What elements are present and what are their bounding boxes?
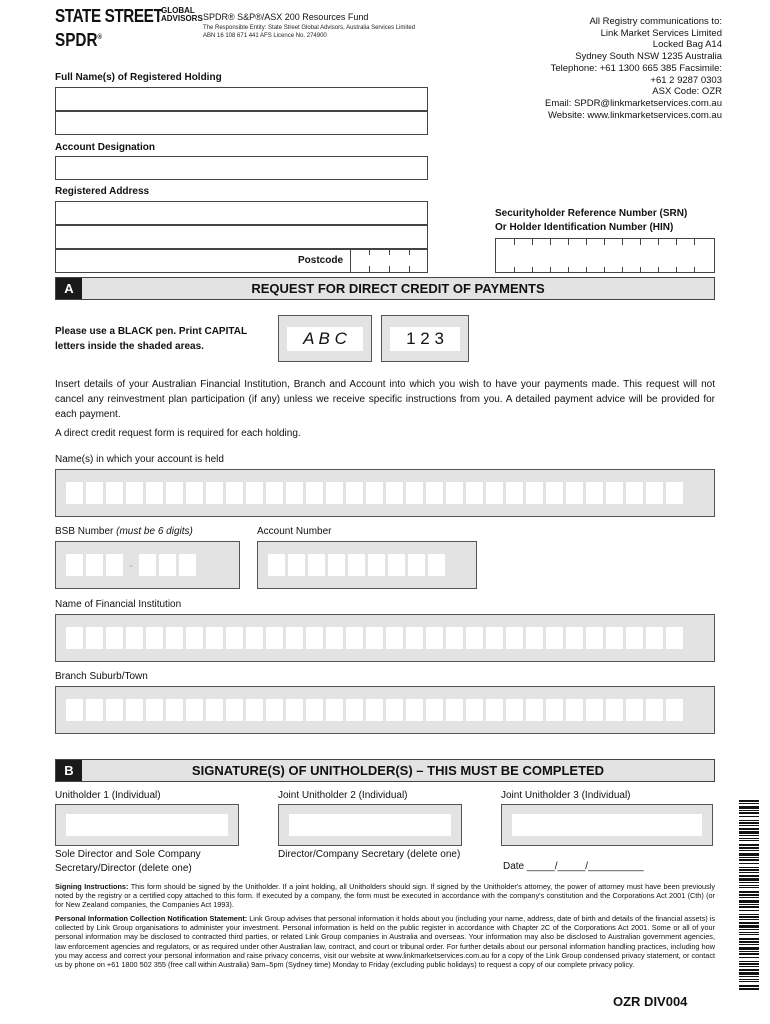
char-cell xyxy=(146,699,163,721)
char-cell xyxy=(226,627,243,649)
example-letters: A B C xyxy=(287,327,363,351)
holder-2-label: Joint Unitholder 2 (Individual) xyxy=(278,790,408,801)
logo-spdr-text: SPDR xyxy=(55,30,98,50)
barcode-bar xyxy=(739,988,759,990)
barcode-bar xyxy=(739,810,759,811)
barcode-bar xyxy=(739,882,759,883)
holder-3-label: Joint Unitholder 3 (Individual) xyxy=(501,790,631,801)
tick xyxy=(514,239,532,245)
char-cell xyxy=(348,554,365,576)
example-letters-box xyxy=(278,315,372,362)
bsb-label-text: BSB Number xyxy=(55,526,114,537)
char-cell xyxy=(226,482,243,504)
section-b-header xyxy=(55,759,715,782)
char-cell xyxy=(86,699,103,721)
barcode-bar xyxy=(739,828,759,830)
logo-spdr-reg: ® xyxy=(97,34,102,41)
char-cell xyxy=(268,554,285,576)
char-cell xyxy=(566,699,583,721)
tick xyxy=(604,239,622,245)
section-a-header xyxy=(55,277,715,300)
char-cell xyxy=(428,554,445,576)
bsb-dash: - xyxy=(129,558,133,572)
tick xyxy=(640,267,658,273)
barcode-bar xyxy=(739,822,759,824)
example-numbers-box xyxy=(381,315,469,362)
barcode-bar xyxy=(739,900,759,903)
char-cell xyxy=(446,627,463,649)
barcode-bar xyxy=(739,850,759,851)
tick xyxy=(694,239,712,245)
char-cell xyxy=(386,699,403,721)
char-cell xyxy=(666,699,683,721)
char-cell xyxy=(586,699,603,721)
char-cell xyxy=(666,627,683,649)
barcode-bar xyxy=(739,872,759,873)
tick xyxy=(694,267,712,273)
char-cell xyxy=(646,627,663,649)
postcode-field[interactable] xyxy=(350,249,428,273)
barcode-bar xyxy=(739,885,759,886)
char-cell xyxy=(546,699,563,721)
char-cell xyxy=(366,482,383,504)
account-designation-field[interactable] xyxy=(55,156,428,180)
signature-3-area xyxy=(512,814,702,836)
barcode-bar xyxy=(739,816,759,817)
per-holding-text: A direct credit request form is required for each holding. xyxy=(55,428,301,439)
account-designation-label: Account Designation xyxy=(55,142,156,153)
tick xyxy=(409,266,429,272)
tick xyxy=(532,267,550,273)
barcode-bar xyxy=(739,800,759,802)
char-cell xyxy=(466,482,483,504)
char-cell xyxy=(346,627,363,649)
barcode-bar xyxy=(739,961,759,962)
barcode-bar xyxy=(739,985,759,987)
registry-line: All Registry communications to: xyxy=(589,16,722,27)
char-cell xyxy=(606,699,623,721)
barcode-bar xyxy=(739,981,759,982)
char-cell xyxy=(66,482,83,504)
abn-line: ABN 16 108 671 441 AFS Licence No. 274900 xyxy=(203,33,327,39)
logo-global-text: GLOBAL xyxy=(161,6,195,15)
barcode-icon xyxy=(739,800,759,990)
barcode-bar xyxy=(739,840,759,841)
barcode-bar xyxy=(739,944,759,945)
char-cell xyxy=(446,699,463,721)
char-cell xyxy=(466,627,483,649)
char-cell xyxy=(606,627,623,649)
tick xyxy=(568,239,586,245)
barcode-bar xyxy=(739,894,759,896)
char-cell xyxy=(368,554,385,576)
privacy-statement xyxy=(55,914,715,969)
char-cell xyxy=(506,627,523,649)
section-a-title: REQUEST FOR DIRECT CREDIT OF PAYMENTS xyxy=(251,281,545,296)
char-cell xyxy=(166,627,183,649)
tick xyxy=(658,239,676,245)
tick xyxy=(676,239,694,245)
char-cell xyxy=(166,699,183,721)
char-cell xyxy=(546,627,563,649)
bsb-label xyxy=(55,526,193,537)
barcode-bar xyxy=(739,916,759,918)
barcode-bar xyxy=(739,976,759,977)
char-cell xyxy=(206,482,223,504)
barcode-bar xyxy=(739,803,759,804)
char-cell xyxy=(388,554,405,576)
signature-3-field[interactable] xyxy=(501,804,713,846)
registry-line: Website: www.linkmarketservices.com.au xyxy=(547,109,722,121)
date-field[interactable]: Date _____/_____/__________ xyxy=(503,861,644,872)
bsb-note: (must be 6 digits) xyxy=(116,526,193,537)
char-cell xyxy=(106,482,123,504)
signature-2-field[interactable] xyxy=(278,804,462,846)
tick xyxy=(532,239,550,245)
char-cell xyxy=(326,482,343,504)
char-cell xyxy=(206,699,223,721)
institution-label: Name of Financial Institution xyxy=(55,599,182,610)
tick xyxy=(389,266,409,272)
insert-details-text: Insert details of your Australian Financial Institution, Branch and Account into which you wish to have your payments made. This request will not cancel any reinvestment plan participation (if any) unless we receive specific instructions from you. A detailed payment advice will be provided for each payment. xyxy=(55,379,715,420)
barcode-bar xyxy=(739,963,759,965)
barcode-bar xyxy=(739,820,759,821)
account-number-field[interactable] xyxy=(257,541,477,589)
char-cell xyxy=(146,482,163,504)
barcode-bar xyxy=(739,966,759,967)
account-name-field[interactable] xyxy=(55,469,715,517)
char-cell xyxy=(186,699,203,721)
char-cell xyxy=(646,482,663,504)
char-cell xyxy=(566,482,583,504)
barcode-bar xyxy=(739,925,759,928)
barcode-bar xyxy=(739,857,759,858)
registry-line: Sydney South NSW 1235 Australia xyxy=(575,51,722,63)
bsb-cell xyxy=(66,554,83,576)
pen-instruction-1: Please use a BLACK pen. Print CAPITAL xyxy=(55,326,248,337)
char-cell xyxy=(486,482,503,504)
char-cell xyxy=(426,699,443,721)
full-name-label: Full Name(s) of Registered Holding xyxy=(55,72,222,83)
bsb-cell xyxy=(159,554,176,576)
tick xyxy=(369,266,389,272)
char-cell xyxy=(186,627,203,649)
address-field-2[interactable] xyxy=(55,225,428,249)
role-1-line-1: Sole Director and Sole Company xyxy=(55,849,201,860)
signing-instructions xyxy=(55,882,715,910)
barcode-bar xyxy=(739,806,759,809)
char-cell xyxy=(366,627,383,649)
char-cell xyxy=(506,482,523,504)
tick xyxy=(676,267,694,273)
tick xyxy=(550,267,568,273)
char-cell xyxy=(386,482,403,504)
barcode-bar xyxy=(739,969,759,971)
bsb-field[interactable] xyxy=(55,541,240,589)
char-cell xyxy=(286,627,303,649)
srn-label-1: Securityholder Reference Number (SRN) xyxy=(495,208,688,219)
char-cell xyxy=(306,627,323,649)
char-cell xyxy=(326,627,343,649)
barcode-bar xyxy=(739,979,759,980)
branch-label: Branch Suburb/Town xyxy=(55,671,148,682)
example-numbers: 1 2 3 xyxy=(390,327,460,351)
char-cell xyxy=(186,482,203,504)
tick xyxy=(604,267,622,273)
bsb-cell xyxy=(179,554,196,576)
tick xyxy=(586,267,604,273)
barcode-bar xyxy=(739,910,759,911)
barcode-bar xyxy=(739,938,759,940)
char-cell xyxy=(466,699,483,721)
barcode-bar xyxy=(739,853,759,856)
srn-label-2: Or Holder Identification Number (HIN) xyxy=(495,222,674,233)
barcode-bar xyxy=(739,932,759,933)
tick xyxy=(389,249,409,255)
char-cell xyxy=(406,627,423,649)
barcode-bar xyxy=(739,904,759,905)
signing-instructions-title: Signing Instructions: xyxy=(55,882,129,891)
responsible-entity: The Responsible Entity: State Street Global Advisors, Australia Services Limited xyxy=(203,25,416,31)
char-cell xyxy=(146,627,163,649)
char-cell xyxy=(66,699,83,721)
section-a-letter: A xyxy=(56,278,82,299)
registered-address-label: Registered Address xyxy=(55,186,150,197)
barcode-bar xyxy=(739,941,759,943)
char-cell xyxy=(106,627,123,649)
registry-line: Link Market Services Limited xyxy=(600,27,722,39)
tick xyxy=(514,267,532,273)
bsb-cell xyxy=(106,554,123,576)
barcode-bar xyxy=(739,906,759,908)
char-cell xyxy=(586,627,603,649)
barcode-bar xyxy=(739,953,759,955)
bsb-cell xyxy=(86,554,103,576)
char-cell xyxy=(286,482,303,504)
tick xyxy=(550,239,568,245)
barcode-bar xyxy=(739,838,759,839)
logo-advisors-text: ADVISORS xyxy=(161,14,203,23)
char-cell xyxy=(626,627,643,649)
char-cell xyxy=(486,627,503,649)
privacy-statement-text: Link Group advises that personal information it holds about you (including your name, address, date of birth and details of the financial assets) is collected by Link Group organisations to administer your investment. Personal information is held on the public register in accordance with Chapter 2C of the Corporations Act 2001. Some or all of your personal information may be disclosed to contracted third parties, or related Link Group companies in Australia and overseas. Your information may also be disclosed to Australian government agencies, law enforcement agencies and regulators, or as required under other Australian law, contract, and court or tribunal order. For further details about our personal information handling practices, including how you may access and correct your personal information and raise privacy concerns, visit our website at www.linkmarketservices.com.au for a copy of the Link Group condensed privacy statement, or contact us by phone on +61 1800 502 355 (free call within Australia) 9am–5pm (Sydney time) Monday to Friday (excluding public holidays) to request a copy of our complete privacy policy. xyxy=(55,914,715,970)
char-cell xyxy=(646,699,663,721)
barcode-bar xyxy=(739,812,759,814)
char-cell xyxy=(166,482,183,504)
institution-field[interactable] xyxy=(55,614,715,662)
branch-field[interactable] xyxy=(55,686,715,734)
char-cell xyxy=(226,699,243,721)
char-cell xyxy=(626,482,643,504)
char-cell xyxy=(106,699,123,721)
barcode-bar xyxy=(739,934,759,935)
char-cell xyxy=(526,482,543,504)
char-cell xyxy=(346,482,363,504)
tick xyxy=(409,249,429,255)
form-code: OZR DIV004 xyxy=(613,994,688,1009)
barcode-bar xyxy=(739,825,759,826)
char-cell xyxy=(328,554,345,576)
postcode-label: Postcode xyxy=(298,255,344,266)
char-cell xyxy=(606,482,623,504)
registry-line: Email: SPDR@linkmarketservices.com.au xyxy=(545,97,722,109)
address-field-1[interactable] xyxy=(55,201,428,225)
registry-line: ASX Code: OZR xyxy=(652,86,722,98)
barcode-bar xyxy=(739,914,759,915)
barcode-bar xyxy=(739,869,759,871)
char-cell xyxy=(308,554,325,576)
barcode-bar xyxy=(739,887,759,888)
full-name-field-1[interactable] xyxy=(55,87,428,111)
section-b-letter: B xyxy=(56,760,82,781)
barcode-bar xyxy=(739,863,759,864)
privacy-statement-title: Personal Information Collection Notification Statement: xyxy=(55,914,248,923)
char-cell xyxy=(126,482,143,504)
barcode-bar xyxy=(739,844,759,846)
registry-contact xyxy=(545,16,722,121)
registry-line: Locked Bag A14 xyxy=(652,39,722,51)
char-cell xyxy=(666,482,683,504)
char-cell xyxy=(326,699,343,721)
signature-1-field[interactable] xyxy=(55,804,239,846)
char-cell xyxy=(586,482,603,504)
barcode-bar xyxy=(739,972,759,975)
char-cell xyxy=(408,554,425,576)
barcode-bar xyxy=(739,929,759,930)
logo-state-street: STATE STREET xyxy=(55,6,163,26)
char-cell xyxy=(266,699,283,721)
account-number-label: Account Number xyxy=(257,526,332,537)
tick xyxy=(369,249,389,255)
role-2-label: Director/Company Secretary (delete one) xyxy=(278,849,461,860)
barcode-bar xyxy=(739,875,759,877)
char-cell xyxy=(526,627,543,649)
registry-line: Telephone: +61 1300 665 385 Facsimile: xyxy=(550,62,722,74)
char-cell xyxy=(566,627,583,649)
barcode-bar xyxy=(739,922,759,924)
char-cell xyxy=(406,699,423,721)
logo-spdr xyxy=(55,29,102,49)
fund-title: SPDR® S&P®/ASX 200 Resources Fund xyxy=(203,12,369,22)
barcode-bar xyxy=(739,867,759,868)
char-cell xyxy=(406,482,423,504)
char-cell xyxy=(366,699,383,721)
char-cell xyxy=(246,699,263,721)
barcode-bar xyxy=(739,897,759,898)
char-cell xyxy=(86,627,103,649)
srn-hin-field[interactable] xyxy=(495,238,715,273)
signature-1-area xyxy=(66,814,228,836)
char-cell xyxy=(206,627,223,649)
char-cell xyxy=(486,699,503,721)
section-b-title: SIGNATURE(S) OF UNITHOLDER(S) – THIS MUST BE COMPLETED xyxy=(191,763,605,778)
barcode-bar xyxy=(739,847,759,849)
barcode-bar xyxy=(739,878,759,881)
holder-1-label: Unitholder 1 (Individual) xyxy=(55,790,161,801)
barcode-bar xyxy=(739,831,759,834)
char-cell xyxy=(266,482,283,504)
char-cell xyxy=(288,554,305,576)
account-name-label: Name(s) in which your account is held xyxy=(55,454,224,465)
char-cell xyxy=(246,482,263,504)
tick xyxy=(622,267,640,273)
barcode-bar xyxy=(739,947,759,950)
tick xyxy=(586,239,604,245)
char-cell xyxy=(346,699,363,721)
char-cell xyxy=(66,627,83,649)
char-cell xyxy=(526,699,543,721)
logo-global-advisors xyxy=(161,7,203,23)
tick xyxy=(622,239,640,245)
tick xyxy=(568,267,586,273)
barcode-bar xyxy=(739,835,759,836)
char-cell xyxy=(306,482,323,504)
char-cell xyxy=(546,482,563,504)
char-cell xyxy=(446,482,463,504)
char-cell xyxy=(246,627,263,649)
char-cell xyxy=(426,627,443,649)
role-1-line-2: Secretary/Director (delete one) xyxy=(55,863,192,874)
barcode-bar xyxy=(739,891,759,893)
char-cell xyxy=(126,699,143,721)
barcode-bar xyxy=(739,919,759,920)
signature-2-area xyxy=(289,814,451,836)
char-cell xyxy=(626,699,643,721)
barcode-bar xyxy=(739,957,759,958)
signing-instructions-text: This form should be signed by the Unitholder. If a joint holding, all Unitholders should sign. If signed by the Unitholder's attorney, the power of attorney must have been previously noted by the registry or a certified copy attached to this form. If executed by a company, the form must be executed in accordance with the company's constitution and the Corporations Act 2001 (Cth) (or for New Zealand companies, the Companies Act 1993). xyxy=(55,882,715,910)
char-cell xyxy=(426,482,443,504)
barcode-bar xyxy=(739,951,759,952)
registry-line: +61 2 9287 0303 xyxy=(650,74,722,86)
tick xyxy=(640,239,658,245)
char-cell xyxy=(126,627,143,649)
pen-instruction-2: letters inside the shaded areas. xyxy=(55,341,204,352)
char-cell xyxy=(266,627,283,649)
char-cell xyxy=(286,699,303,721)
tick xyxy=(658,267,676,273)
char-cell xyxy=(506,699,523,721)
char-cell xyxy=(86,482,103,504)
char-cell xyxy=(386,627,403,649)
full-name-field-2[interactable] xyxy=(55,111,428,135)
char-cell xyxy=(306,699,323,721)
bsb-cell xyxy=(139,554,156,576)
barcode-bar xyxy=(739,859,759,861)
